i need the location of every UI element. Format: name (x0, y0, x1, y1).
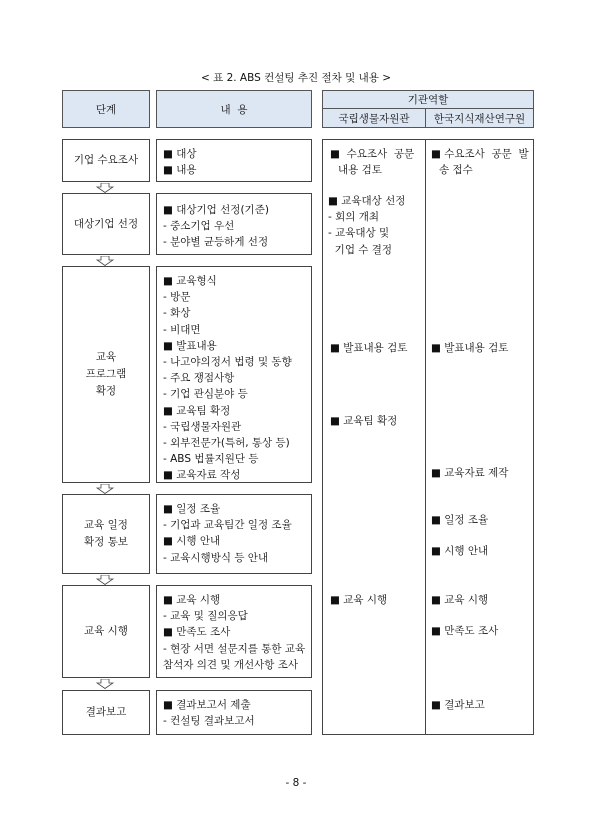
header-org1 (322, 108, 426, 128)
header-role (322, 90, 534, 109)
content-line: - 화상 (163, 307, 191, 320)
role-line: ■ 결과보고 (431, 699, 485, 711)
content-line: - 컨설팅 결과보고서 (163, 715, 255, 728)
table-caption: < 표 2. ABS 컨설팅 추진 절차 및 내용 > (200, 72, 392, 84)
role-line: ■ 수요조사 공문 발 (431, 148, 529, 160)
content-line: - 교육 및 질의응답 (163, 610, 248, 623)
content-line: ■ 만족도 조사 (163, 626, 231, 639)
org2-role (431, 465, 508, 481)
header-content (156, 90, 312, 128)
content-line: ■ 대상 (163, 148, 197, 160)
org1-role (328, 193, 405, 258)
content-line: ■ 결과보고서 제출 (163, 699, 251, 711)
stage-label: 교육 시행 (84, 625, 128, 637)
content-box (156, 266, 312, 483)
content-line: ■ 교육자료 작성 (163, 469, 241, 482)
role-line: ■ 만족도 조사 (431, 625, 499, 637)
role-line: - 회의 개최 (328, 211, 380, 224)
org2-role (431, 146, 529, 178)
header-content-label: 내 용 (220, 103, 248, 116)
stage-label: 확정 (95, 385, 117, 397)
role-line: 기업 수 결정 (328, 243, 393, 256)
page-number: - 8 - (285, 777, 307, 789)
org2-role (431, 697, 485, 713)
stage-box (62, 266, 150, 483)
content-line: ■ 발표내용 (163, 339, 217, 352)
role-line: 송 접수 (439, 164, 473, 177)
stage-label: 교육 (95, 351, 117, 363)
content-box (156, 494, 312, 574)
stage-label: 확정 통보 (84, 536, 128, 548)
role-line: ■ 교육팀 확정 (330, 415, 398, 427)
stage-box (62, 494, 150, 574)
stage-label: 대상기업 선정 (73, 217, 139, 230)
content-line: - 나고야의정서 법령 및 동향 (163, 356, 292, 369)
org1-role (330, 413, 397, 429)
stage-label: 기업 수요조사 (73, 154, 139, 166)
stage-box (62, 585, 150, 678)
role-line: - 교육대상 및 (328, 227, 390, 240)
content-line: - 기업 관심분야 등 (163, 388, 248, 401)
header-role-label: 기관역할 (407, 94, 449, 106)
role-line: ■ 일정 조율 (431, 514, 489, 526)
org2-column (425, 139, 534, 735)
down-arrow-icon (96, 484, 114, 494)
stage-box (62, 690, 150, 735)
content-line: ■ 교육팀 확정 (163, 404, 231, 417)
org2-role (431, 623, 498, 639)
content-line: ■ 일정 조율 (163, 503, 221, 515)
content-line: - 방문 (163, 291, 191, 304)
stage-box (62, 193, 150, 255)
content-box (156, 139, 312, 182)
role-line: 내용 검토 (338, 164, 382, 177)
stage-label: 교육 일정 (84, 519, 128, 531)
content-line: - 현장 서면 설문지를 통한 교육 (163, 642, 306, 655)
down-arrow-icon (96, 679, 114, 689)
content-line: ■ 교육형식 (163, 275, 217, 287)
header-org2 (425, 108, 534, 128)
content-box (156, 193, 312, 255)
org1-role (330, 592, 387, 608)
content-line: ■ 내용 (163, 164, 197, 177)
down-arrow-icon (96, 575, 114, 585)
stage-label: 결과보고 (85, 706, 127, 718)
role-line: ■ 교육 시행 (431, 594, 489, 606)
header-stage-label: 단계 (95, 103, 117, 116)
content-box (156, 690, 312, 735)
header-org1-label: 국립생물자원관 (338, 112, 410, 125)
role-line: ■ 교육 시행 (330, 594, 388, 606)
content-line: - 교육시행방식 등 안내 (163, 551, 269, 564)
down-arrow-icon (96, 256, 114, 266)
role-line: ■ 수요조사 공문 (330, 148, 415, 160)
content-line: 참석자 의견 및 개선사항 조사 (163, 658, 299, 671)
content-line: - ABS 법률지원단 등 (163, 453, 259, 466)
org1-role (330, 146, 414, 178)
role-line: ■ 교육대상 선정 (328, 195, 406, 207)
header-org2-label: 한국지식재산연구원 (433, 112, 526, 125)
stage-label: 프로그램 (85, 368, 127, 380)
content-line: ■ 교육 시행 (163, 594, 221, 606)
content-line: ■ 대상기업 선정(기준) (163, 204, 269, 216)
content-line: - 외부전문가(특허, 통상 등) (163, 437, 290, 450)
role-line: ■ 발표내용 검토 (431, 342, 509, 354)
content-line: - 중소기업 우선 (163, 220, 235, 233)
stage-box (62, 139, 150, 182)
content-line: - 기업과 교육팀간 일정 조율 (163, 519, 292, 532)
down-arrow-icon (96, 183, 114, 193)
org1-role (330, 340, 407, 356)
org2-role (431, 592, 488, 608)
org2-role (431, 512, 488, 528)
org2-role (431, 340, 508, 356)
header-stage (62, 90, 150, 128)
content-line: - 비대면 (163, 323, 201, 336)
content-line: - 주요 쟁점사항 (163, 372, 235, 385)
content-line: ■ 시행 안내 (163, 535, 221, 548)
role-line: ■ 시행 안내 (431, 545, 489, 557)
org2-role (431, 543, 488, 559)
role-line: ■ 교육자료 제작 (431, 467, 509, 479)
content-box (156, 585, 312, 678)
role-line: ■ 발표내용 검토 (330, 342, 408, 354)
content-line: - 분야별 균등하게 선정 (163, 236, 269, 249)
content-line: - 국립생물자원관 (163, 420, 242, 433)
